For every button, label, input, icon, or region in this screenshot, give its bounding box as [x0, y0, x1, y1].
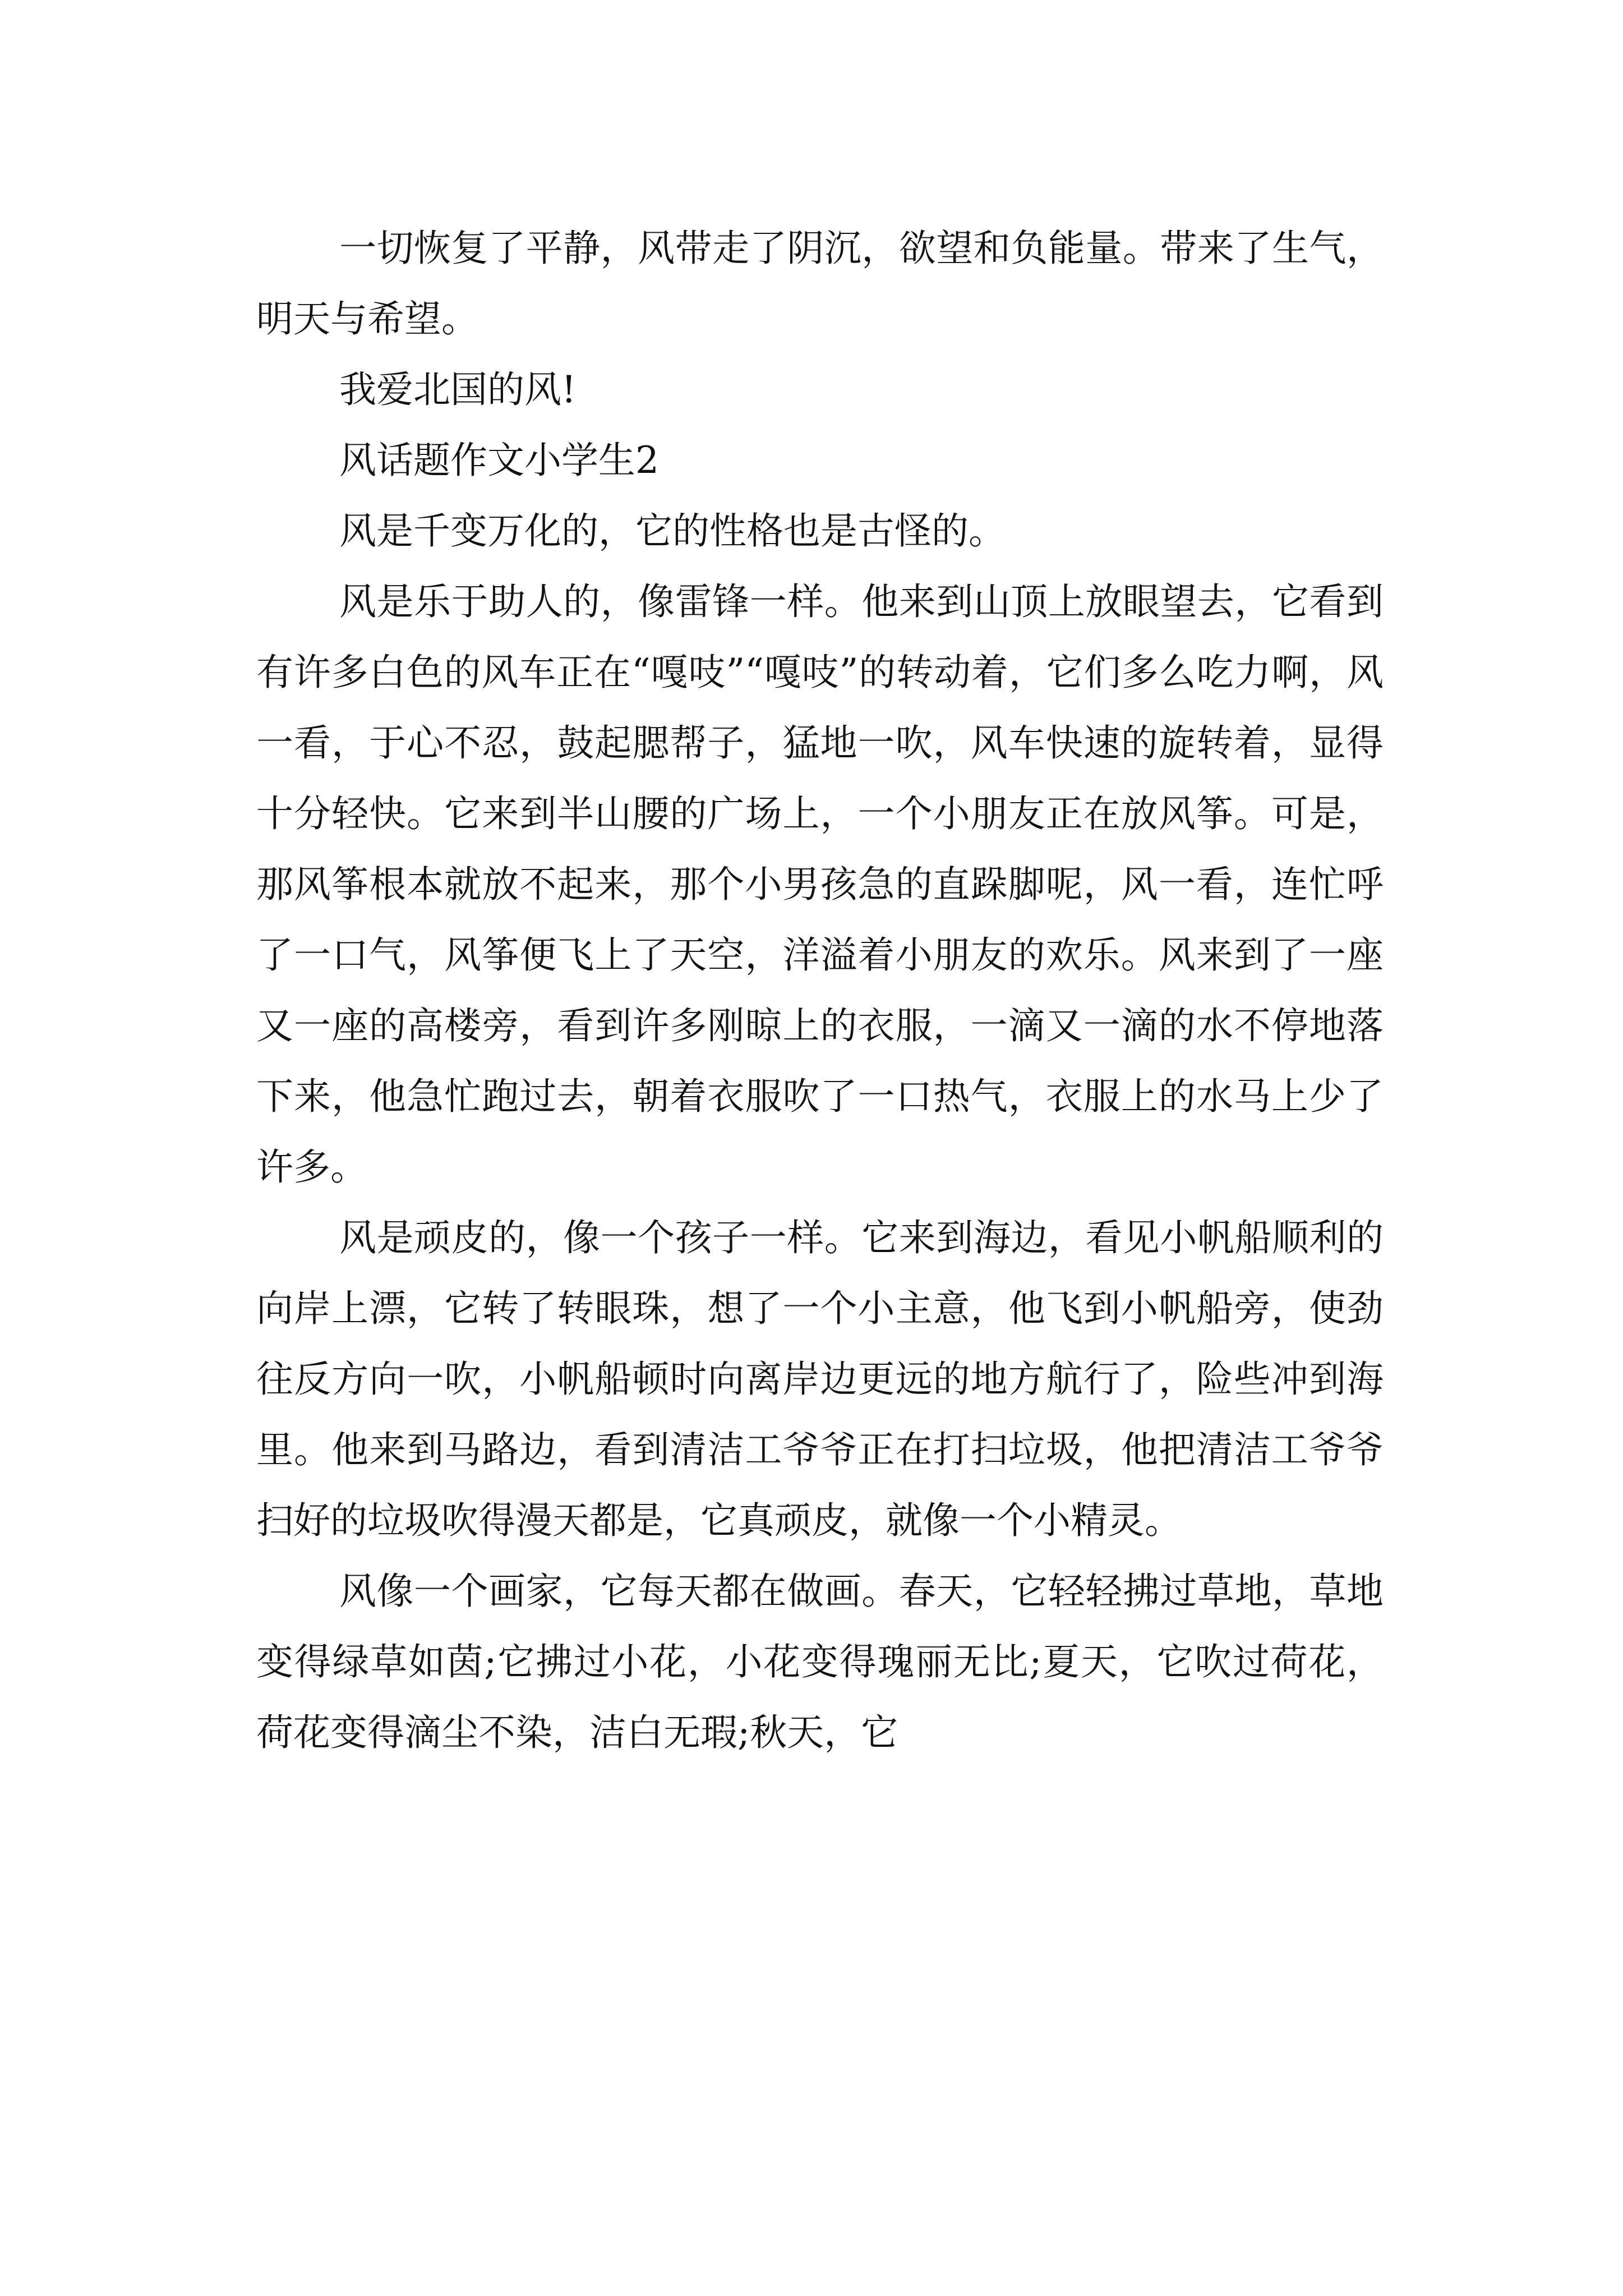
- paragraph-2: 我爱北国的风!: [339, 368, 577, 411]
- paragraph-6: 风像一个画家，它每天都在做画。春天，它轻轻拂过草地，草地变得绿草如茵;它拂过小花，小花变得瑰丽无比;夏天，它吹过荷花，荷花变得滴尘不染，洁白无瑕;秋天，它: [256, 1570, 1384, 1754]
- paragraph-1: 一切恢复了平静，风带走了阴沉，欲望和负能量。带来了生气，明天与希望。: [256, 227, 1384, 341]
- document-body: [256, 213, 1384, 1768]
- paragraph-3: 风是千变万化的，它的性格也是古怪的。: [339, 509, 1006, 553]
- section-heading: 风话题作文小学生2: [339, 439, 659, 482]
- paragraph-5: 风是顽皮的，像一个孩子一样。它来到海边，看见小帆船顺利的向岸上漂，它转了转眼珠，想了一个小主意，他飞到小帆船旁，使劲往反方向一吹，小帆船顿时向离岸边更远的地方航行了，险些冲到海里。他来到马路边，看到清洁工爷爷正在打扫垃圾，他把清洁工爷爷扫好的垃圾吹得漫天都是，它真顽皮，就像一个小精灵。: [256, 1216, 1384, 1542]
- paragraph-4: 风是乐于助人的，像雷锋一样。他来到山顶上放眼望去，它看到有许多白色的风车正在“嘎吱”“嘎吱”的转动着，它们多么吃力啊，风一看，于心不忍，鼓起腮帮子，猛地一吹，风车快速的旋转着，显得十分轻快。它来到半山腰的广场上，一个小朋友正在放风筝。可是，那风筝根本就放不起来，那个小男孩急的直跺脚呢，风一看，连忙呼了一口气，风筝便飞上了天空，洋溢着小朋友的欢乐。风来到了一座又一座的高楼旁，看到许多刚晾上的衣服，一滴又一滴的水不停地落下来，他急忙跑过去，朝着衣服吹了一口热气，衣服上的水马上少了许多。: [256, 580, 1384, 1189]
